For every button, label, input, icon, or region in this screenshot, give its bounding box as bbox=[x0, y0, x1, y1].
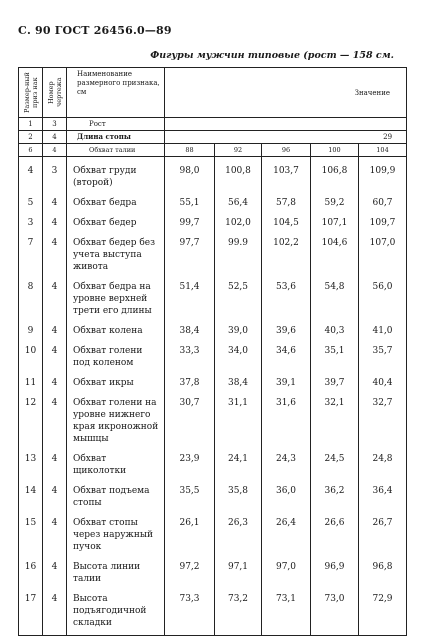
cell-drawing: 4 bbox=[43, 189, 67, 209]
cell-value: 39,1 bbox=[262, 369, 311, 389]
cell-feature: 1 bbox=[19, 118, 43, 131]
cell-value: 32,7 bbox=[359, 389, 407, 445]
cell-value: 106,8 bbox=[311, 157, 359, 190]
cell-value: 40,3 bbox=[311, 317, 359, 337]
cell-name: Обхват стопы через наружный пучок bbox=[67, 509, 165, 553]
cell-value: 97,2 bbox=[165, 553, 215, 585]
cell-value: 104 bbox=[359, 144, 407, 157]
measurements-table bbox=[18, 67, 407, 636]
cell-drawing: 4 bbox=[43, 445, 67, 477]
cell-value: 26,6 bbox=[311, 509, 359, 553]
cell-feature: 17 bbox=[19, 585, 43, 636]
cell-name: Обхват бедер без учета выступа живота bbox=[67, 229, 165, 273]
cell-value: 23,9 bbox=[165, 445, 215, 477]
cell-name: Обхват щиколотки bbox=[67, 445, 165, 477]
cell-value: 92 bbox=[215, 144, 262, 157]
header-col-name: Наименование размерного признака, см bbox=[67, 68, 165, 118]
cell-name: Обхват подъема стопы bbox=[67, 477, 165, 509]
cell-value: 56,4 bbox=[215, 189, 262, 209]
cell-feature: 2 bbox=[19, 131, 43, 144]
cell-name: Обхват колена bbox=[67, 317, 165, 337]
cell-value: 73,2 bbox=[215, 585, 262, 636]
cell-feature: 8 bbox=[19, 273, 43, 317]
cell-value: 34,0 bbox=[215, 337, 262, 369]
cell-drawing: 4 bbox=[43, 273, 67, 317]
cell-value: 26,3 bbox=[215, 509, 262, 553]
cell-drawing: 4 bbox=[43, 229, 67, 273]
cell-value: 99,7 bbox=[165, 209, 215, 229]
table-row bbox=[19, 157, 407, 190]
cell-feature: 11 bbox=[19, 369, 43, 389]
table-row bbox=[19, 189, 407, 209]
cell-value: 26,4 bbox=[262, 509, 311, 553]
cell-value: 38,4 bbox=[215, 369, 262, 389]
cell-value: 73,3 bbox=[165, 585, 215, 636]
cell-value: 107,1 bbox=[311, 209, 359, 229]
cell-value: 103,7 bbox=[262, 157, 311, 190]
cell-value: 57,8 bbox=[262, 189, 311, 209]
cell-value: 36,4 bbox=[359, 477, 407, 509]
table-row bbox=[19, 273, 407, 317]
cell-value: 31,1 bbox=[215, 389, 262, 445]
cell-value: 97,0 bbox=[262, 553, 311, 585]
cell-value: 99.9 bbox=[215, 229, 262, 273]
cell-value: 53,6 bbox=[262, 273, 311, 317]
cell-feature: 12 bbox=[19, 389, 43, 445]
cell-feature: 4 bbox=[19, 157, 43, 190]
cell-feature: 14 bbox=[19, 477, 43, 509]
cell-name: Высота подъягодичной складки bbox=[67, 585, 165, 636]
cell-name: Обхват талии bbox=[67, 144, 165, 157]
cell-value: 109,7 bbox=[359, 209, 407, 229]
page-header: С. 90 ГОСТ 26456.0—89 bbox=[18, 24, 172, 37]
cell-value: 100,8 bbox=[215, 157, 262, 190]
table-row bbox=[19, 317, 407, 337]
cell-name: Обхват бедра bbox=[67, 189, 165, 209]
cell-value: 88 bbox=[165, 144, 215, 157]
cell-feature: 13 bbox=[19, 445, 43, 477]
cell-name: Длина стопы bbox=[67, 131, 165, 144]
cell-name: Рост bbox=[67, 118, 165, 131]
cell-value: 104,6 bbox=[311, 229, 359, 273]
cell-drawing: 3 bbox=[43, 118, 67, 131]
cell-value: 30,7 bbox=[165, 389, 215, 445]
cell-drawing: 4 bbox=[43, 144, 67, 157]
cell-drawing: 3 bbox=[43, 157, 67, 190]
cell-value: 24,1 bbox=[215, 445, 262, 477]
cell-value: 72,9 bbox=[359, 585, 407, 636]
cell-value: 102,0 bbox=[215, 209, 262, 229]
cell-feature: 9 bbox=[19, 317, 43, 337]
table-row bbox=[19, 229, 407, 273]
table-row bbox=[19, 553, 407, 585]
table-row bbox=[19, 585, 407, 636]
cell-feature: 10 bbox=[19, 337, 43, 369]
cell-value: 35,5 bbox=[165, 477, 215, 509]
cell-value: 59,2 bbox=[311, 189, 359, 209]
cell-value: 107,0 bbox=[359, 229, 407, 273]
cell-value: 34,6 bbox=[262, 337, 311, 369]
cell-value: 56,0 bbox=[359, 273, 407, 317]
cell-value: 109,9 bbox=[359, 157, 407, 190]
cell-value: 39,7 bbox=[311, 369, 359, 389]
cell-value: 36,2 bbox=[311, 477, 359, 509]
cell-value: 39,6 bbox=[262, 317, 311, 337]
cell-value: 33,3 bbox=[165, 337, 215, 369]
cell-name: Высота линии талии bbox=[67, 553, 165, 585]
cell-value: 73,0 bbox=[311, 585, 359, 636]
cell-value: 55,1 bbox=[165, 189, 215, 209]
cell-value: 35,1 bbox=[311, 337, 359, 369]
cell-name: Обхват голени под коленом bbox=[67, 337, 165, 369]
cell-value: 54,8 bbox=[311, 273, 359, 317]
cell-value: 96,8 bbox=[359, 553, 407, 585]
table-row bbox=[19, 445, 407, 477]
cell-name: Обхват икры bbox=[67, 369, 165, 389]
cell-name: Обхват бедра на уровне верхней трети его длины bbox=[67, 273, 165, 317]
cell-drawing: 4 bbox=[43, 337, 67, 369]
cell-value: 97,7 bbox=[165, 229, 215, 273]
cell-feature: 16 bbox=[19, 553, 43, 585]
cell-value: 37,8 bbox=[165, 369, 215, 389]
cell-value: 102,2 bbox=[262, 229, 311, 273]
cell-feature: 6 bbox=[19, 144, 43, 157]
cell-value: 31,6 bbox=[262, 389, 311, 445]
cell-drawing: 4 bbox=[43, 131, 67, 144]
cell-drawing: 4 bbox=[43, 509, 67, 553]
cell-value: 39,0 bbox=[215, 317, 262, 337]
table-row bbox=[19, 389, 407, 445]
cell-value: 52,5 bbox=[215, 273, 262, 317]
cell-value: 41,0 bbox=[359, 317, 407, 337]
cell-value: 73,1 bbox=[262, 585, 311, 636]
cell-value: 98,0 bbox=[165, 157, 215, 190]
header-col-value: Значение bbox=[165, 68, 407, 118]
table-row bbox=[19, 337, 407, 369]
table-row bbox=[19, 477, 407, 509]
cell-value: 24,8 bbox=[359, 445, 407, 477]
cell-value-empty bbox=[165, 118, 407, 131]
cell-drawing: 4 bbox=[43, 209, 67, 229]
cell-value: 26,1 bbox=[165, 509, 215, 553]
header-col-drawing: Номер чертежа bbox=[43, 68, 67, 118]
cell-drawing: 4 bbox=[43, 317, 67, 337]
cell-value: 26,7 bbox=[359, 509, 407, 553]
cell-feature: 5 bbox=[19, 189, 43, 209]
table-header-row bbox=[19, 68, 407, 118]
cell-value: 96,9 bbox=[311, 553, 359, 585]
row-waist bbox=[19, 144, 407, 157]
cell-value: 38,4 bbox=[165, 317, 215, 337]
cell-value: 51,4 bbox=[165, 273, 215, 317]
cell-value: 97,1 bbox=[215, 553, 262, 585]
header-col-feature: Размер-ный приз нак bbox=[19, 68, 43, 118]
cell-feature: 15 bbox=[19, 509, 43, 553]
cell-name: Обхват груди (второй) bbox=[67, 157, 165, 190]
cell-name: Обхват бедер bbox=[67, 209, 165, 229]
cell-value: 40,4 bbox=[359, 369, 407, 389]
cell-value: 24,3 bbox=[262, 445, 311, 477]
cell-drawing: 4 bbox=[43, 389, 67, 445]
table-row bbox=[19, 209, 407, 229]
table-title: Фигуры мужчин типовые (рост — 158 см. bbox=[150, 50, 394, 61]
cell-feature: 7 bbox=[19, 229, 43, 273]
cell-value: 35,8 bbox=[215, 477, 262, 509]
table-body bbox=[19, 157, 407, 636]
table-row bbox=[19, 369, 407, 389]
cell-value: 36,0 bbox=[262, 477, 311, 509]
cell-value: 24,5 bbox=[311, 445, 359, 477]
cell-value: 100 bbox=[311, 144, 359, 157]
cell-value: 35,7 bbox=[359, 337, 407, 369]
cell-value: 104,5 bbox=[262, 209, 311, 229]
cell-name: Обхват голени на уровне нижнего края икроножной мышцы bbox=[67, 389, 165, 445]
row-height bbox=[19, 118, 407, 131]
cell-drawing: 4 bbox=[43, 369, 67, 389]
cell-drawing: 4 bbox=[43, 477, 67, 509]
table-row bbox=[19, 509, 407, 553]
cell-feature: 3 bbox=[19, 209, 43, 229]
cell-value: 60,7 bbox=[359, 189, 407, 209]
cell-value: 29 bbox=[165, 131, 407, 144]
cell-value: 96 bbox=[262, 144, 311, 157]
cell-drawing: 4 bbox=[43, 585, 67, 636]
cell-drawing: 4 bbox=[43, 553, 67, 585]
row-foot-length bbox=[19, 131, 407, 144]
cell-value: 32,1 bbox=[311, 389, 359, 445]
